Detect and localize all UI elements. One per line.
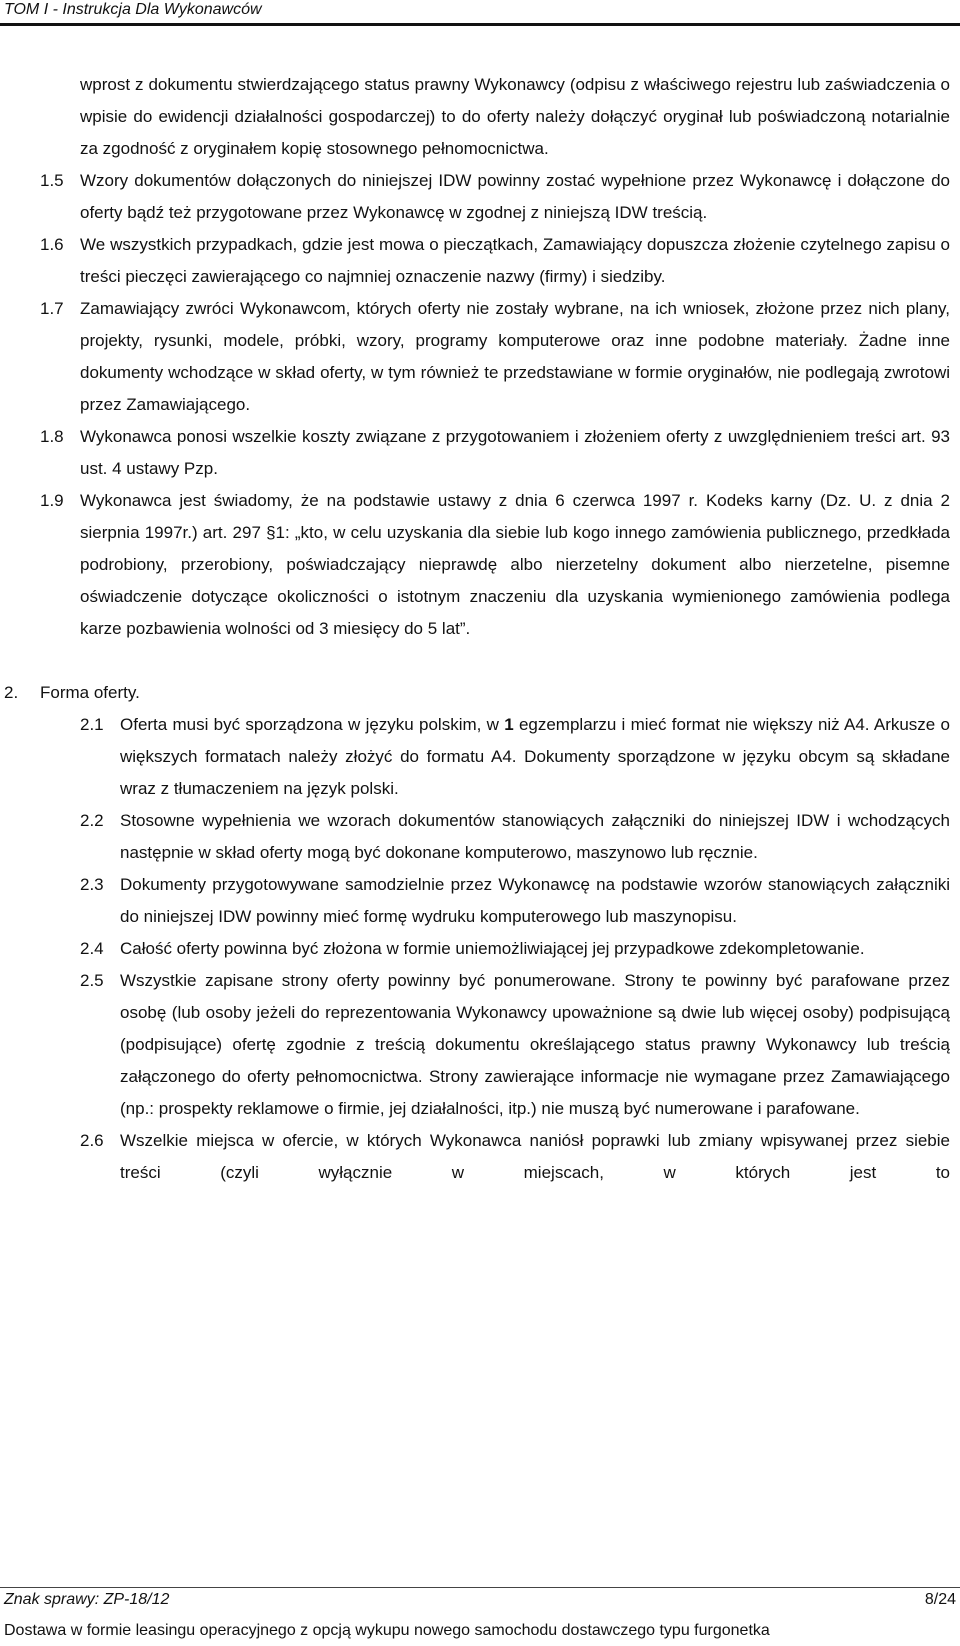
section-title: Forma oferty.	[40, 683, 140, 702]
item-text: Wszystkie zapisane strony oferty powinny być ponumerowane. Strony te powinny być parafowane przez osobę (lub osoby jeżeli do reprezentowania Wykonawcy upoważnione są dwie lub więcej osoby) podpisującą (podpisujące) ofertę zgodnie z treścią dokumentu określającego status prawny Wykonawcy lub treścią załączonego do oferty pełnomocnictwa. Strony zawierające informacje nie wymagane przez Zamawiającego (np.: prospekty reklamowe o firmie, jej działalności, itp.) nie muszą być numerowane i parafowane.	[120, 971, 950, 1118]
item-text: Dokumenty przygotowywane samodzielnie przez Wykonawcę na podstawie wzorów stanowiących załączniki do niniejszej IDW powinny mieć formę wydruku komputerowego lub maszynopisu.	[120, 875, 950, 926]
item-number: 1.8	[40, 427, 64, 446]
item-text: egzemplarzu i mieć format nie większy niż A4. Arkusze o większych formatach należy złożyć do formatu A4. Dokumenty sporządzone w języku obcym są składane wraz z tłumaczeniem na język polski.	[120, 715, 950, 798]
section-number: 2.	[4, 683, 19, 702]
section-heading-2	[4, 677, 960, 709]
list-item-1-7	[40, 293, 950, 421]
item-text: Stosowne wypełnienia we wzorach dokumentów stanowiących załączniki do niniejszej IDW i wchodzących następnie w skład oferty mogą być dokonane komputerowo, maszynowo lub ręcznie.	[120, 811, 950, 862]
item-number: 2.5	[80, 971, 104, 990]
list-item-2-4	[80, 933, 950, 965]
page-number: 8/24	[924, 1591, 956, 1608]
item-number: 2.1	[80, 715, 104, 734]
footer-description: Dostawa w formie leasingu operacyjnego z opcją wykupu nowego samochodu dostawczego typu furgonetka	[4, 1622, 770, 1639]
item-text: Wykonawca jest świadomy, że na podstawie ustawy z dnia 6 czerwca 1997 r. Kodeks karny (Dz. U. z dnia 2 sierpnia 1997r.) art. 297 §1: „kto, w celu uzyskania dla siebie lub kogo innego zamówienia publicznego, przedkłada podrobiony, przerobiony, poświadczający nieprawdę albo nierzetelny dokument albo nierzetelne, pisemne oświadczenie dotyczące okoliczności o istotnym znaczeniu dla uzyskania wymienionego zamówienia podlega karze pozbawienia wolności od 3 miesięcy do 5 lat”.	[80, 491, 950, 638]
item-number: 1.7	[40, 299, 64, 318]
page-header	[0, 0, 960, 26]
item-text: Wzory dokumentów dołączonych do niniejszej IDW powinny zostać wypełnione przez Wykonawcę i dołączone do oferty bądź też przygotowane przez Wykonawcę w zgodnej z niniejszą IDW treścią.	[80, 171, 950, 222]
item-text: Wykonawca ponosi wszelkie koszty związane z przygotowaniem i złożeniem oferty z uwzględnieniem treści art. 93 ust. 4 ustawy Pzp.	[80, 427, 950, 478]
item-number: 2.3	[80, 875, 104, 894]
list-item-1-8	[40, 421, 950, 485]
list-item-1-5	[40, 165, 950, 229]
item-text: Wszelkie miejsca w ofercie, w których Wykonawca naniósł poprawki lub zmiany wpisywanej przez siebie treści (czyli wyłącznie w miejscach, w których jest to	[120, 1131, 950, 1182]
item-number: 1.6	[40, 235, 64, 254]
item-text: Oferta musi być sporządzona w języku polskim, w	[120, 715, 505, 734]
list-item-1-6	[40, 229, 950, 293]
item-number: 2.4	[80, 939, 104, 958]
header-title: TOM I - Instrukcja Dla Wykonawców	[4, 1, 262, 18]
item-number: 2.2	[80, 811, 104, 830]
item-text: Całość oferty powinna być złożona w formie uniemożliwiającej jej przypadkowe zdekompletowanie.	[120, 939, 865, 958]
copies-count: 1	[504, 715, 514, 734]
intro-paragraph: wprost z dokumentu stwierdzającego status prawny Wykonawcy (odpisu z właściwego rejestru lub zaświadczenia o wpisie do ewidencji działalności gospodarczej) to do oferty należy dołączyć oryginał lub poświadczoną notarialnie za zgodność z oryginałem kopię stosownego pełnomocnictwa.	[80, 75, 950, 158]
footer-divider	[0, 1587, 960, 1588]
item-number: 1.5	[40, 171, 64, 190]
document-body	[0, 69, 960, 1221]
list-item-2-2	[80, 805, 950, 869]
item-text: Zamawiający zwróci Wykonawcom, których oferty nie zostały wybrane, na ich wniosek, złożone przez nich plany, projekty, rysunki, modele, próbki, wzory, programy komputerowe oraz inne podobne materiały. Żadne inne dokumenty wchodzące w skład oferty, w tym również te przedstawiane w formie oryginałów, nie podlegają zwrotowi przez Zamawiającego.	[80, 299, 950, 414]
item-number: 2.6	[80, 1131, 104, 1150]
item-number: 1.9	[40, 491, 64, 510]
list-item-2-5	[80, 965, 950, 1125]
list-item-1-9	[40, 485, 950, 645]
list-item-2-1	[80, 709, 950, 805]
list-item-2-3	[80, 869, 950, 933]
list-item-2-6	[80, 1125, 950, 1221]
item-text: We wszystkich przypadkach, gdzie jest mowa o pieczątkach, Zamawiający dopuszcza złożenie czytelnego zapisu o treści pieczęci zawierającego co najmniej oznaczenie nazwy (firmy) i siedziby.	[80, 235, 950, 286]
case-number: Znak sprawy: ZP-18/12	[4, 1591, 170, 1608]
